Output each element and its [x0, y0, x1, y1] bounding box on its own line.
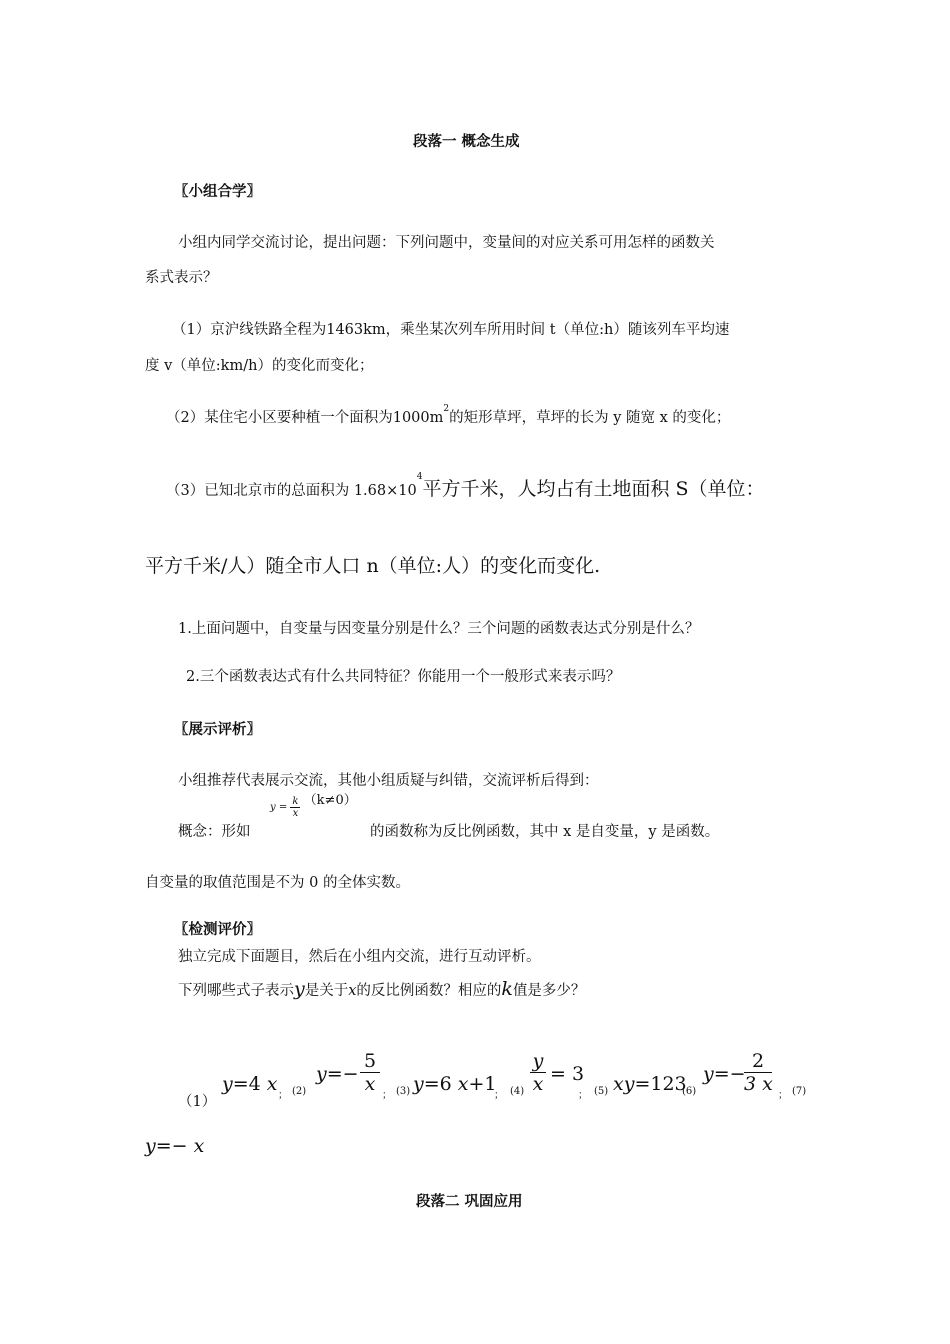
formula-x: x — [292, 808, 299, 819]
question-item-1-line-2: 度 v（单位:km/h）的变化而变化； — [145, 358, 374, 374]
exercise-2-fraction — [360, 1050, 380, 1095]
exercise-4-denominator: x — [532, 1073, 544, 1095]
concept-definition: 的函数称为反比例函数，其中 x 是自变量，y 是函数。 — [370, 824, 720, 840]
exercise-sep-2: ； — [382, 1090, 392, 1101]
test-q-mid: 是关于 — [304, 983, 349, 999]
intro-line-1: 小组内同学交流讨论，提出问题：下列问题中，变量间的对应关系可用怎样的函数关 — [178, 235, 715, 251]
question-item-1-line-1: （1）京沪线铁路全程为1463km，乘坐某次列车所用时间 t（单位:h）随该列车平均速 — [172, 322, 730, 338]
guiding-question-1: 1.上面问题中，自变量与因变量分别是什么？三个问题的函数表达式分别是什么？ — [178, 621, 700, 637]
heading-paragraph-one: 段落一 概念生成 — [413, 133, 520, 150]
formula-fraction — [290, 796, 300, 819]
test-q-x: x — [348, 983, 357, 999]
q2-text-post: 的矩形草坪，草坪的长为 y 随宽 x 的变化； — [449, 410, 731, 426]
formula-equals: = — [278, 802, 288, 813]
question-item-3-line-2: 平方千米/人）随全市人口 n（单位:人）的变化而变化. — [145, 555, 601, 577]
test-question — [178, 978, 585, 1000]
exercise-2-denominator: x — [364, 1073, 376, 1095]
question-item-2 — [166, 406, 730, 427]
test-instruction: 独立完成下面题目，然后在小组内交流，进行互动评析。 — [178, 949, 541, 965]
exercise-4-fraction — [530, 1050, 546, 1095]
exercise-4-rhs: = 3 — [550, 1063, 585, 1085]
section-group-study: 〖小组合学〗 — [174, 183, 261, 200]
test-q-y: y — [294, 978, 305, 1000]
test-q-post: 值是多少？ — [512, 983, 586, 999]
exercise-6-expr: y=− — [703, 1063, 746, 1085]
heading-paragraph-two: 段落二 巩固应用 — [416, 1193, 523, 1210]
exercise-label-4: (4) — [510, 1086, 525, 1097]
exercise-6-denominator: 3 x — [744, 1073, 773, 1095]
guiding-question-2: 2.三个函数表达式有什么共同特征？你能用一个一般形式来表示吗？ — [186, 669, 621, 685]
exercise-label-3: (3) — [396, 1086, 411, 1097]
exercise-sep-6: ； — [778, 1090, 788, 1101]
exercise-sep-4: ； — [578, 1090, 588, 1101]
exercise-6-fraction — [744, 1050, 772, 1095]
exercise-sep-3: ； — [494, 1090, 504, 1101]
exercise-3-expr: y=6 x+1 — [413, 1073, 497, 1095]
test-q-k: k — [501, 978, 513, 1000]
exercise-sep-1: ； — [278, 1090, 288, 1101]
exercise-2-expr: y=− — [316, 1063, 359, 1085]
section-test-evaluation: 〖检测评价〗 — [174, 921, 261, 938]
exercise-5-expr: xy=123 — [613, 1073, 687, 1095]
formula-y: y — [270, 802, 276, 813]
exercise-2-numerator: 5 — [360, 1050, 380, 1073]
q3-text-pre: （3）已知北京市的总面积为 1.68×10 — [166, 483, 417, 499]
section-display-analysis: 〖展示评析〗 — [174, 721, 261, 738]
inverse-function-formula — [270, 795, 357, 819]
formula-condition: （k≠0） — [303, 793, 357, 808]
exercise-label-1: （1） — [178, 1094, 217, 1110]
exercise-label-7: (7) — [792, 1086, 807, 1097]
test-q-mid2: 的反比例函数？相应的 — [356, 983, 502, 999]
exercise-label-2: (2) — [292, 1086, 307, 1097]
exercise-label-5: (5) — [594, 1086, 609, 1097]
question-item-3-line-1 — [166, 474, 765, 501]
q3-text-post: 平方千米，人均占有土地面积 S（单位： — [422, 478, 765, 500]
exercise-7-expr: y=− x — [145, 1135, 205, 1157]
exercise-4-numerator: y — [530, 1050, 546, 1073]
concept-label: 概念：形如 — [178, 824, 251, 840]
exercise-1-expr: y=4 x — [222, 1073, 278, 1095]
formula-k: k — [292, 796, 299, 807]
domain-statement: 自变量的取值范围是不为 0 的全体实数。 — [145, 875, 410, 891]
exercise-label-6: (6) — [682, 1086, 697, 1097]
exercise-6-numerator: 2 — [744, 1050, 772, 1073]
q2-text-pre: （2）某住宅小区要种植一个面积为1000m — [166, 410, 444, 426]
intro-line-2: 系式表示？ — [145, 270, 218, 286]
q3-superscript: 4 — [416, 472, 423, 482]
display-line: 小组推荐代表展示交流，其他小组质疑与纠错，交流评析后得到： — [178, 773, 599, 789]
test-q-pre: 下列哪些式子表示 — [178, 983, 294, 999]
q2-superscript: 2 — [443, 404, 450, 414]
